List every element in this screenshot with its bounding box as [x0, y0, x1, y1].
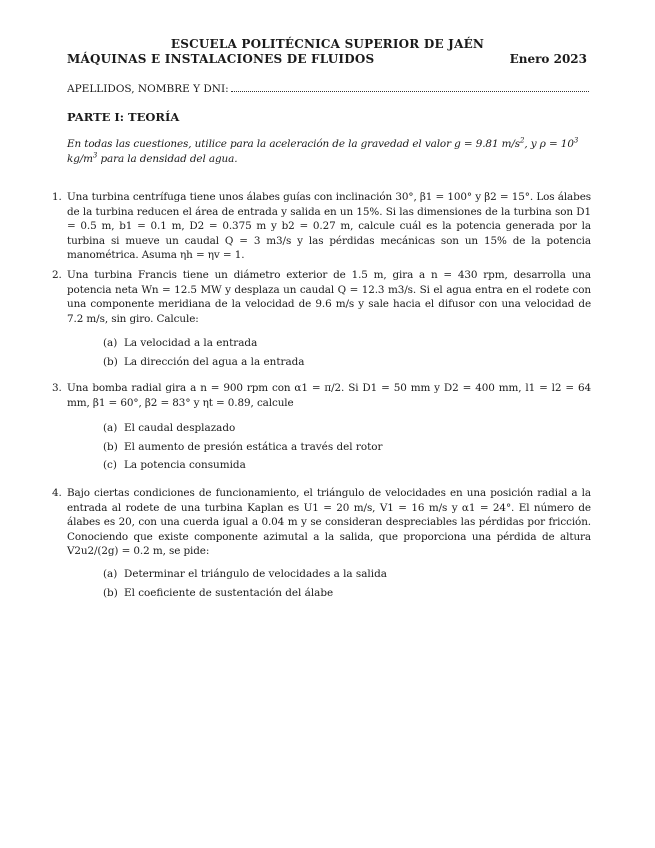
intro-text-1: En todas las cuestiones, utilice para la aceleración de la gravedad el valor — [67, 138, 455, 150]
question-4: Bajo ciertas condiciones de funcionamiento, el triángulo de velocidades en una posición radial a la entrada al rodete de una turbina Kaplan es U1 = 20 m/s, V1 = 16 m/s y α1 = 24°. El número de álabes es 20, con una cuerda igual a 0.04 m y se consideran despreciables las pérdidas por fricción. Conociendo que existe componente azimutal a la salida, que proporciona una pérdida de altura V2u2/(2g) = 0.2 m, se pide: — [67, 487, 591, 558]
question-1: Una turbina centrífuga tiene unos álabes guías con inclinación 30°, β1 = 100° y β2 = 15°. Los álabes de la turbina reducen el área de entrada y salida en un 15%. Si las dimensiones de la turbina son D1 = 0.5 m, b1 = 0.1 m, D2 = 0.375 m y b2 = 0.27 m, calcule cuál es la potencia generada por la turbina si mueve un caudal Q = 3 m3/s y las pérdidas mecánicas son un 15% de la potencia manométrica. Asuma ηh = ηv = 1. — [67, 191, 591, 262]
part-title: PARTE I: TEORÍA — [67, 110, 180, 124]
intro-instructions — [67, 137, 591, 166]
question-2-options — [103, 334, 591, 371]
school-name: ESCUELA POLITÉCNICA SUPERIOR DE JAÉN — [170, 37, 485, 51]
question-3: Una bomba radial gira a n = 900 rpm con α1 = π/2. Si D1 = 50 mm y D2 = 400 mm, l1 = l2 = 64 mm, β1 = 60°, β2 = 83° y ηt = 0.89, calcule — [67, 382, 591, 409]
student-id-label: APELLIDOS, NOMBRE Y DNI: — [67, 83, 229, 95]
question-1-number: 1. — [52, 191, 62, 203]
option-item: (b) La dirección del agua a la entrada — [103, 355, 305, 368]
exam-date: Enero 2023 — [509, 52, 587, 66]
student-id-field[interactable] — [67, 82, 589, 95]
student-id-blank — [231, 82, 589, 92]
question-3-options — [103, 419, 591, 475]
intro-formula: g = 9.81 $m/s^2$, y $\rho = 10^3$ $kg/m^3$ — [67, 136, 579, 165]
option-item: (b) El aumento de presión estática a través del rotor — [103, 440, 383, 453]
question-4-number: 4. — [52, 487, 62, 499]
intro-text-2: para la densidad del agua. — [100, 152, 238, 165]
subject-title: MÁQUINAS E INSTALACIONES DE FLUIDOS — [67, 52, 375, 66]
question-2-number: 2. — [52, 269, 62, 281]
option-item: (b) El coeficiente de sustentación del álabe — [103, 586, 334, 599]
question-4-options — [103, 565, 591, 602]
option-item: (c) La potencia consumida — [103, 459, 246, 471]
question-3-number: 3. — [52, 382, 62, 394]
option-item: (a) El caudal desplazado — [103, 422, 236, 434]
question-2: Una turbina Francis tiene un diámetro exterior de 1.5 m, gira a n = 430 rpm, desarrolla una potencia neta Wn = 12.5 MW y desplaza un caudal Q = 12.3 m3/s. Si el agua entra en el rodete con una componente meridiana de la velocidad de 9.6 m/s y sale hacia el difusor con una velocidad de 7.2 m/s, sin giro. Calcule: — [67, 269, 591, 325]
option-item: (a) Determinar el triángulo de velocidades a la salida — [103, 568, 387, 580]
option-item: (a) La velocidad a la entrada — [103, 337, 258, 349]
